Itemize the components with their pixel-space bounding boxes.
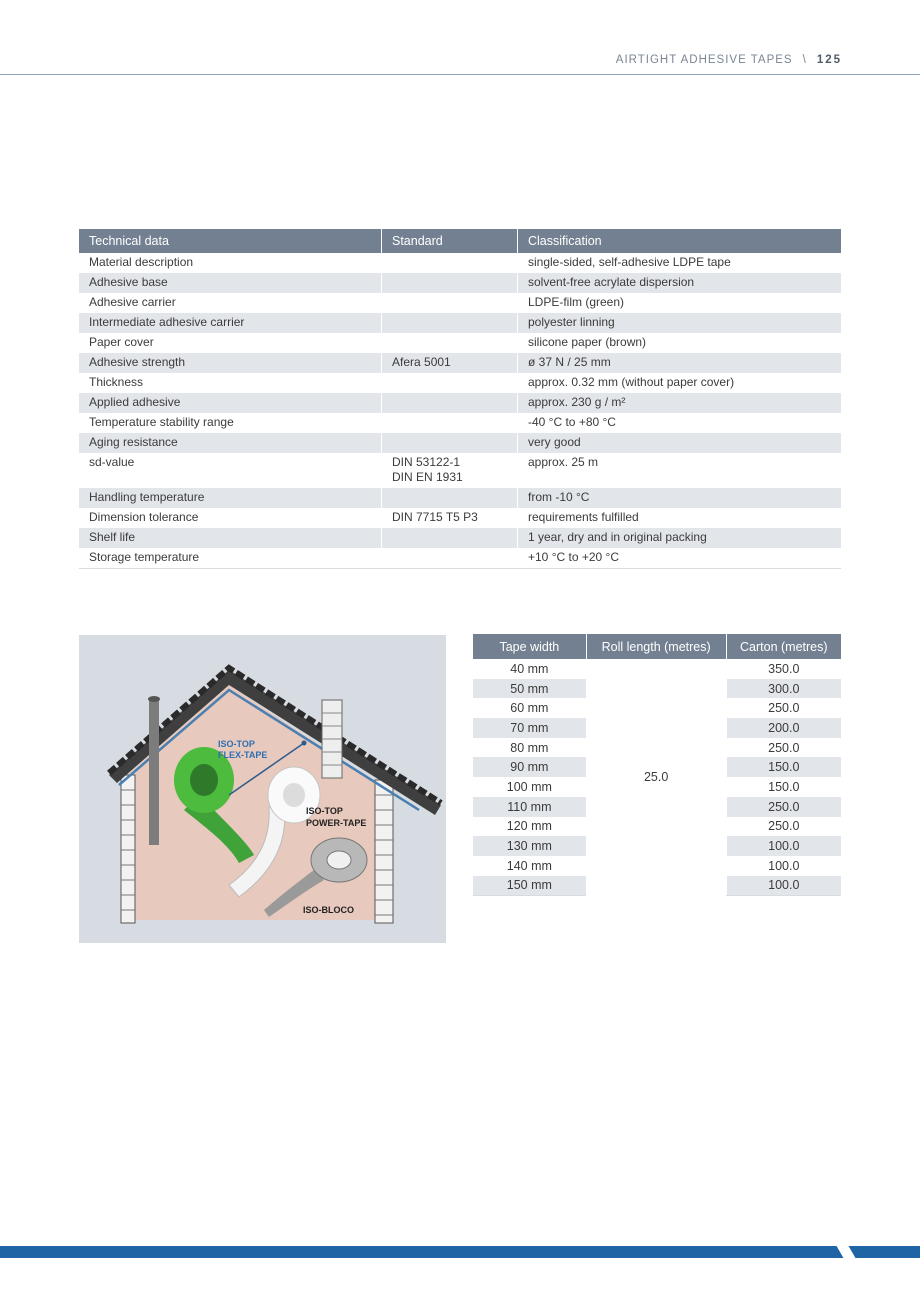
left-brick-wall	[121, 775, 135, 923]
tape-width-cell: 70 mm	[473, 718, 586, 738]
row-label: Dimension tolerance	[89, 510, 199, 524]
col-header-standard: Standard	[382, 229, 518, 253]
row-classification: from -10 °C	[518, 488, 842, 508]
row-label: sd-value	[89, 455, 135, 469]
vent-pipe	[149, 700, 159, 845]
table-header-row	[79, 229, 841, 253]
tape-width-cell: 150 mm	[473, 876, 586, 896]
tape-width-cell: 110 mm	[473, 797, 586, 817]
roll-length-cell: 25.0	[586, 659, 726, 896]
row-classification: very good	[518, 433, 842, 453]
row-classification: silicone paper (brown)	[518, 333, 842, 353]
row-standard	[382, 393, 518, 413]
vent-pipe-top	[148, 696, 160, 702]
table-row	[79, 353, 841, 373]
col-header-technical-data: Technical data	[79, 229, 382, 253]
table-row	[79, 528, 841, 548]
row-label: Temperature stability range	[89, 415, 234, 429]
row-label: Material description	[89, 255, 194, 269]
table-row	[473, 659, 841, 679]
carton-cell: 350.0	[726, 659, 841, 679]
row-standard	[382, 333, 518, 353]
tape-width-cell: 60 mm	[510, 701, 549, 716]
row-standard: DIN 7715 T5 P3	[382, 508, 518, 528]
table-row	[79, 488, 841, 508]
house-illustration	[79, 635, 446, 943]
row-label: Adhesive strength	[79, 353, 382, 373]
carton-cell: 250.0	[726, 817, 841, 837]
tape-width-cell: 120 mm	[506, 819, 552, 834]
row-label: Adhesive base	[79, 273, 382, 293]
row-label: Shelf life	[79, 528, 382, 548]
footer-bar	[0, 1246, 920, 1258]
row-classification: ø 37 N / 25 mm	[518, 353, 842, 373]
tape-width-cell: 50 mm	[473, 679, 586, 699]
col-header-carton: Carton (metres)	[726, 634, 841, 659]
carton-cell: 250.0	[726, 698, 841, 718]
page-number: 125	[816, 54, 842, 66]
row-standard	[382, 548, 518, 569]
row-standard	[382, 373, 518, 393]
carton-cell: 100.0	[726, 836, 841, 856]
tape-width-cell: 80 mm	[510, 740, 549, 755]
standard-line-2: DIN EN 1931	[392, 470, 463, 484]
row-classification: 1 year, dry and in original packing	[518, 528, 842, 548]
row-label: Intermediate adhesive carrier	[79, 313, 382, 333]
header-separator: \	[802, 54, 807, 66]
table-row	[79, 373, 841, 393]
standard-line-1: DIN 53122-1	[392, 455, 461, 469]
row-standard	[382, 413, 518, 433]
row-classification: solvent-free acrylate dispersion	[518, 273, 842, 293]
page-header	[616, 54, 842, 66]
row-label: Paper cover	[89, 335, 154, 349]
carton-cell: 150.0	[726, 777, 841, 797]
technical-data-table	[79, 229, 841, 569]
label-flex-tape-1: ISO-TOP	[218, 739, 255, 749]
carton-cell: 300.0	[726, 679, 841, 699]
power-tape-roll-core	[283, 783, 305, 807]
tape-width-cell: 40 mm	[510, 661, 549, 676]
label-power-tape-2: POWER-TAPE	[306, 818, 367, 828]
table-row	[79, 393, 841, 413]
table-header-row	[473, 634, 841, 659]
col-header-classification: Classification	[518, 229, 842, 253]
table-row	[79, 413, 841, 433]
row-label: Applied adhesive	[79, 393, 382, 413]
table-row	[79, 273, 841, 293]
row-classification: LDPE-film (green)	[518, 293, 842, 313]
row-label: Storage temperature	[79, 548, 382, 569]
col-header-roll-length: Roll length (metres)	[586, 634, 726, 659]
header-rule	[0, 74, 920, 75]
row-classification: approx. 25 m	[518, 453, 842, 488]
table-row	[79, 508, 841, 528]
sizes-table	[473, 634, 841, 896]
table-row	[79, 253, 841, 273]
tape-width-cell: 100 mm	[506, 779, 552, 794]
row-classification: approx. 230 g / m²	[518, 393, 842, 413]
tape-width-cell: 90 mm	[473, 757, 586, 777]
col-header-tape-width: Tape width	[473, 634, 586, 659]
label-power-tape-1: ISO-TOP	[306, 806, 343, 816]
bloco-roll-core	[327, 851, 351, 869]
table-row	[79, 548, 841, 569]
row-standard: Afera 5001	[382, 353, 518, 373]
row-classification: -40 °C to +80 °C	[518, 413, 842, 433]
row-label: Thickness	[89, 375, 144, 389]
section-title: AIRTIGHT ADHESIVE TAPES	[615, 54, 793, 66]
row-standard	[382, 293, 518, 313]
right-brick-wall	[375, 780, 393, 923]
row-label: Adhesive carrier	[89, 295, 176, 309]
house-drawing	[79, 635, 446, 943]
row-standard	[382, 528, 518, 548]
row-standard	[382, 453, 518, 488]
table-row	[79, 313, 841, 333]
carton-cell: 250.0	[726, 797, 841, 817]
flex-tape-roll-core	[190, 764, 218, 796]
tape-width-cell: 130 mm	[473, 836, 586, 856]
row-standard	[382, 488, 518, 508]
table-row	[79, 433, 841, 453]
label-flex-tape-2: FLEX-TAPE	[218, 750, 268, 760]
label-bloco: ISO-BLOCO	[303, 905, 354, 915]
carton-cell: 100.0	[726, 876, 841, 896]
tape-width-cell: 140 mm	[506, 858, 552, 873]
row-standard	[382, 433, 518, 453]
carton-cell: 250.0	[726, 738, 841, 758]
row-classification: single-sided, self-adhesive LDPE tape	[518, 253, 842, 273]
table-row	[79, 453, 841, 488]
carton-cell: 150.0	[726, 757, 841, 777]
table-row	[79, 293, 841, 313]
row-standard	[382, 313, 518, 333]
row-classification: +10 °C to +20 °C	[518, 548, 842, 569]
pointer-dot	[302, 741, 307, 746]
carton-cell: 100.0	[726, 856, 841, 876]
row-label: Aging resistance	[79, 433, 382, 453]
row-classification: polyester linning	[518, 313, 842, 333]
row-standard	[382, 253, 518, 273]
row-classification: approx. 0.32 mm (without paper cover)	[518, 373, 842, 393]
row-standard	[382, 273, 518, 293]
table-row	[79, 333, 841, 353]
row-classification: requirements fulfilled	[518, 508, 842, 528]
row-label: Handling temperature	[79, 488, 382, 508]
carton-cell: 200.0	[726, 718, 841, 738]
